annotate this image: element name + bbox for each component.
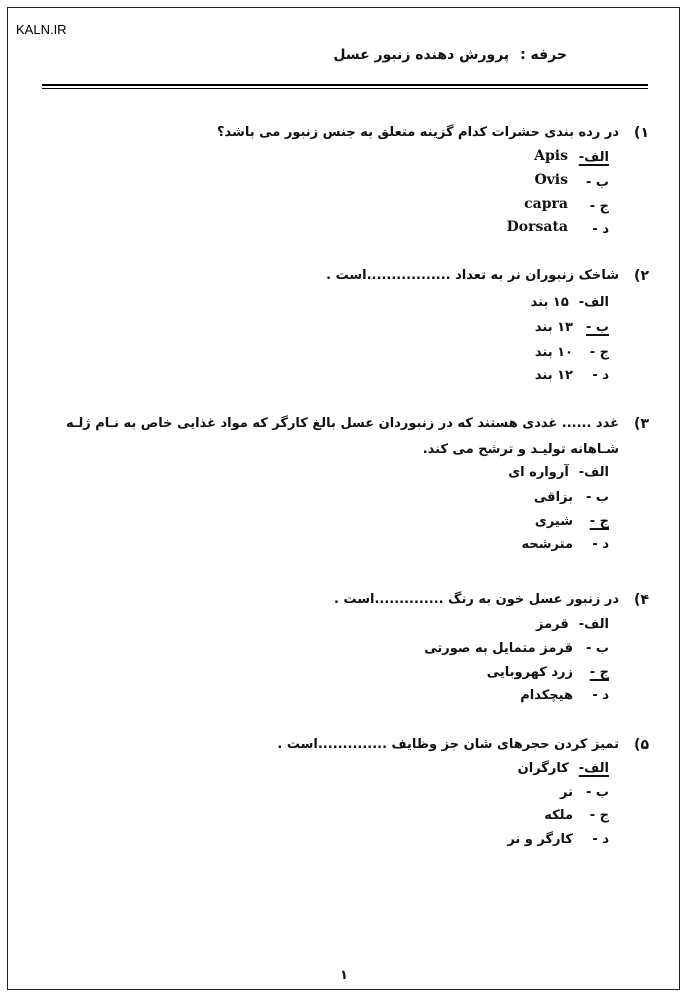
question-3-option-b: ب -بزاقی	[533, 490, 609, 505]
question-2-text: شاخک زنبوران نر به تعداد .................است .	[326, 268, 619, 283]
page-title	[333, 47, 567, 63]
question-2-option-c: ج -۱۰ بند	[534, 345, 609, 360]
question-1-option-d-value: Dorsata	[506, 219, 568, 235]
question-5-option-b: ب -نر	[560, 785, 609, 800]
question-5-text: تمیز کردن حجرهای شان جز وظایف ..............است .	[277, 737, 619, 752]
question-3-option-c: ج -شیری	[534, 514, 609, 529]
question-3-text: غدد ...... غددی هستند که در زنبوردان عسل بالغ کارگر که مواد غذایی خاص به نـام ژلـه شـاهانه تولیـد و ترشح می کند.	[66, 416, 619, 457]
question-2-option-a: الف-۱۵ بند	[530, 295, 609, 310]
question-1-option-d-label: د -	[592, 222, 609, 237]
header-rule-thick	[42, 84, 648, 86]
site-watermark: KALN.IR	[16, 22, 67, 37]
page-number: ۱	[340, 968, 348, 983]
question-2-option-d: د -۱۲ بند	[534, 368, 609, 383]
title-text: پرورش دهنده زنبور عسل	[333, 47, 510, 63]
question-4-option-a: الف-قرمز	[536, 617, 609, 632]
question-5-option-d: د -کارگر و نر	[507, 832, 609, 847]
question-1-option-b-label: ب -	[586, 175, 609, 190]
question-1-option-a-value: Apis	[534, 148, 568, 164]
question-5-number: (۵	[634, 737, 649, 753]
answer-marker: الف-	[578, 761, 609, 776]
question-1-option-b-value: Ovis	[534, 172, 568, 188]
question-2-option-b: ب -۱۳ بند	[534, 320, 609, 335]
question-3-option-a: الف-آرواره ای	[508, 465, 609, 480]
header-rule-thin	[42, 88, 648, 89]
question-4-text: در زنبور عسل خون به رنگ ..............است .	[334, 592, 619, 607]
question-1-number: (۱	[634, 125, 649, 141]
question-1-option-c-value: capra	[524, 196, 568, 212]
question-1-option-a-label	[579, 150, 609, 165]
question-4-option-b: ب -قرمز متمایل به صورتی	[424, 641, 609, 656]
question-4-option-d: د -هیچکدام	[520, 688, 609, 703]
answer-marker: الف-	[578, 150, 609, 165]
question-1-option-c-label: ج -	[589, 199, 609, 214]
answer-marker: ب -	[586, 320, 609, 335]
answer-marker: ج -	[589, 665, 609, 680]
title-label: حرفه :	[520, 47, 567, 63]
answer-marker: ج -	[589, 514, 609, 529]
question-3-option-d: د -مترشحه	[521, 537, 609, 552]
question-3-number: (۳	[634, 416, 649, 432]
question-5-option-c: ج -ملکه	[544, 808, 609, 823]
question-4-number: (۴	[634, 592, 649, 608]
question-1-text: در رده بندی حشرات کدام گزینه متعلق به جنس زنبور می باشد؟	[217, 125, 619, 140]
question-5-option-a: الف-کارگران	[517, 761, 609, 776]
question-4-option-c: ج -زرد کهروبایی	[486, 665, 609, 680]
question-2-number: (۲	[634, 268, 649, 284]
